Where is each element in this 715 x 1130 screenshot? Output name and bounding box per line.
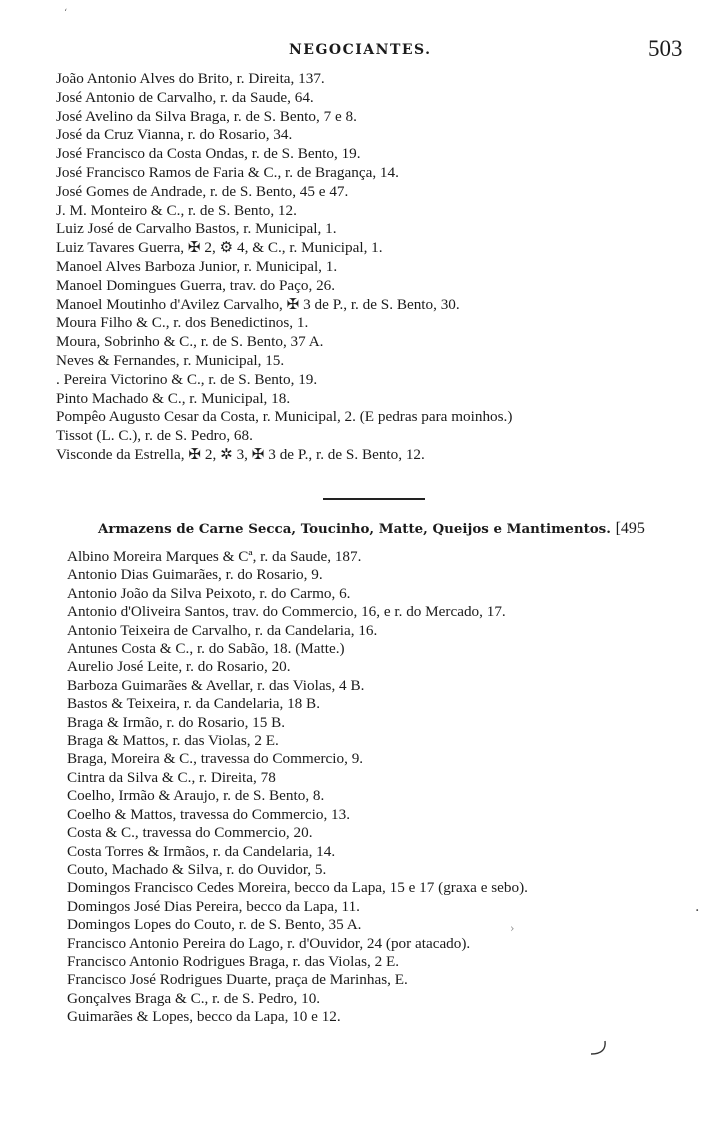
list-item: . Pereira Victorino & C., r. de S. Bento, 19. <box>56 370 318 388</box>
list-item: Domingos Francisco Cedes Moreira, becco da Lapa, 15 e 17 (graxa e sebo). <box>67 879 528 897</box>
list-item: Manoel Alves Barboza Junior, r. Municipal, 1. <box>56 257 338 275</box>
section-heading <box>98 520 645 538</box>
list-item: Gonçalves Braga & C., r. de S. Pedro, 10. <box>67 989 321 1007</box>
list-item: Domingos José Dias Pereira, becco da Lapa, 11. <box>67 897 360 915</box>
list-item: Guimarães & Lopes, becco da Lapa, 10 e 12. <box>67 1008 341 1026</box>
list-item: Luiz Tavares Guerra, ✠ 2, ⚙ 4, & C., r. Municipal, 1. <box>56 239 383 257</box>
list-item: Visconde da Estrella, ✠ 2, ✲ 3, ✠ 3 de P., r. de S. Bento, 12. <box>56 445 425 463</box>
list-item: Manoel Domingues Guerra, trav. do Paço, 26. <box>56 276 336 294</box>
list-item: Francisco Antonio Rodrigues Braga, r. das Violas, 2 E. <box>67 952 400 970</box>
list-item: Luiz José de Carvalho Bastos, r. Municipal, 1. <box>56 220 337 238</box>
list-item: Cintra da Silva & C., r. Direita, 78 <box>67 768 276 786</box>
list-item: José da Cruz Vianna, r. do Rosario, 34. <box>56 126 293 144</box>
pencil-mark-icon <box>588 1040 608 1056</box>
list-item: Bastos & Teixeira, r. da Candelaria, 18 B. <box>67 695 320 713</box>
list-item: Moura Filho & C., r. dos Benedictinos, 1. <box>56 314 309 332</box>
list-item: Pompêo Augusto Cesar da Costa, r. Municipal, 2. (E pedras para moinhos.) <box>56 408 513 426</box>
list-item: Costa & C., travessa do Commercio, 20. <box>67 824 313 842</box>
list-item: Coelho & Mattos, travessa do Commercio, 13. <box>67 805 351 823</box>
list-item: Francisco Antonio Pereira do Lago, r. d'Ouvidor, 24 (por atacado). <box>67 934 471 952</box>
list-item: Barboza Guimarães & Avellar, r. das Violas, 4 B. <box>67 676 365 694</box>
list-item: Antonio Dias Guimarães, r. do Rosario, 9. <box>67 566 323 584</box>
list-item: José Francisco da Costa Ondas, r. de S. Bento, 19. <box>56 145 361 163</box>
list-item: Antunes Costa & C., r. do Sabão, 18. (Matte.) <box>67 640 345 658</box>
list-item: Antonio João da Silva Peixoto, r. do Carmo, 6. <box>67 584 351 602</box>
list-item: Couto, Machado & Silva, r. do Ouvidor, 5. <box>67 860 327 878</box>
section-reference: [495 <box>615 520 645 537</box>
list-item: Pinto Machado & C., r. Municipal, 18. <box>56 389 291 407</box>
list-item: Domingos Lopes do Couto, r. de S. Bento, 35 A. <box>67 916 362 934</box>
list-item: Aurelio José Leite, r. do Rosario, 20. <box>67 658 291 676</box>
list-item: Costa Torres & Irmãos, r. da Candelaria, 14. <box>67 842 336 860</box>
list-item: Neves & Fernandes, r. Municipal, 15. <box>56 351 285 369</box>
list-item: Moura, Sobrinho & C., r. de S. Bento, 37 A. <box>56 333 324 351</box>
list-item: Coelho, Irmão & Araujo, r. de S. Bento, 8. <box>67 787 325 805</box>
list-item: Tissot (L. C.), r. de S. Pedro, 68. <box>56 427 253 445</box>
margin-dot: ‘ <box>64 8 68 19</box>
list-item: João Antonio Alves do Brito, r. Direita, 137. <box>56 70 325 87</box>
list-item: Francisco José Rodrigues Duarte, praça de Marinhas, E. <box>67 971 408 989</box>
list-item: Braga & Mattos, r. das Violas, 2 E. <box>67 732 279 750</box>
list-item: Braga, Moreira & C., travessa do Commercio, 9. <box>67 750 364 768</box>
list-item: José Avelino da Silva Braga, r. de S. Bento, 7 e 8. <box>56 107 357 125</box>
warehouse-list <box>67 548 528 1027</box>
merchant-list <box>56 70 512 465</box>
section-divider <box>323 498 425 500</box>
list-item: José Gomes de Andrade, r. de S. Bento, 45 e 47. <box>56 182 349 200</box>
margin-tick: › <box>510 922 515 935</box>
list-item: Braga & Irmão, r. do Rosario, 15 B. <box>67 713 286 731</box>
list-item: Antonio Teixeira de Carvalho, r. da Candelaria, 16. <box>67 621 378 639</box>
running-title: NEGOCIANTES. <box>289 42 432 58</box>
list-item: José Antonio de Carvalho, r. da Saude, 64. <box>56 88 314 106</box>
margin-tick: · <box>695 903 700 919</box>
list-item: Albino Moreira Marques & Cª, r. da Saude, 187. <box>67 548 362 565</box>
list-item: José Francisco Ramos de Faria & C., r. de Bragança, 14. <box>56 163 399 181</box>
page-number: 503 <box>648 36 683 61</box>
list-item: J. M. Monteiro & C., r. de S. Bento, 12. <box>56 201 297 219</box>
page-header <box>0 36 715 66</box>
section-title: Armazens de Carne Secca, Toucinho, Matte, Queijos e Mantimentos. <box>98 521 611 537</box>
list-item: Manoel Moutinho d'Avilez Carvalho, ✠ 3 de P., r. de S. Bento, 30. <box>56 295 460 313</box>
list-item: Antonio d'Oliveira Santos, trav. do Commercio, 16, e r. do Mercado, 17. <box>67 603 506 621</box>
